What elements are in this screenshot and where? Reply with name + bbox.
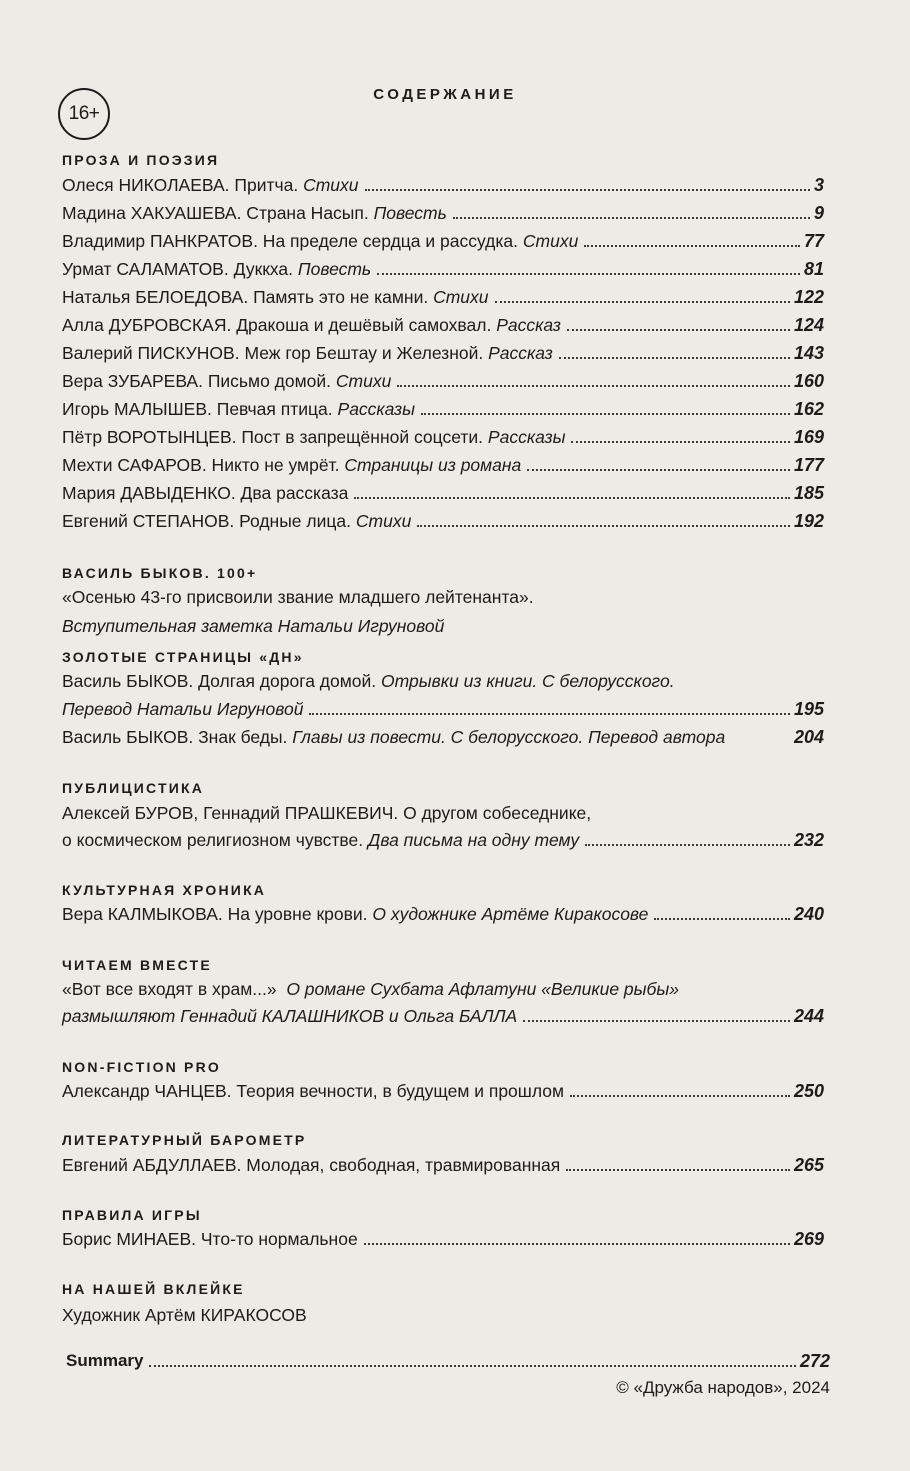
toc-entry: Борис МИНАЕВ. Что-то нормальное 269: [62, 1229, 824, 1249]
toc-entry: Валерий ПИСКУНОВ. Меж гор Бештау и Железной. Рассказ 143: [62, 343, 824, 363]
toc-entry: Мехти САФАРОВ. Никто не умрёт. Страницы из романа 177: [62, 455, 824, 475]
section-heading-nonfiction: NON-FICTION PRO: [62, 1059, 221, 1075]
leader-dots: [567, 329, 790, 331]
toc-entry: Мария ДАВЫДЕНКО. Два рассказа 185: [62, 483, 824, 503]
toc-entry: Пётр ВОРОТЫНЦЕВ. Пост в запрещённой соцсети. Рассказы 169: [62, 427, 824, 447]
toc-entry: Олеся НИКОЛАЕВА. Притча. Стихи 3: [62, 175, 824, 195]
leader-dots: [365, 189, 810, 191]
toc-entry: Урмат САЛАМАТОВ. Дуккха. Повесть 81: [62, 259, 824, 279]
leader-dots: [559, 357, 790, 359]
leader-dots: [566, 1169, 790, 1171]
leader-dots: [495, 301, 790, 303]
toc-entry: Василь БЫКОВ. Знак беды. Главы из повести. С белорусского. Перевод автора 204: [62, 727, 824, 747]
toc-line: Алексей БУРОВ, Геннадий ПРАШКЕВИЧ. О другом собеседнике,: [62, 803, 592, 823]
toc-entry: о космическом религиозном чувстве. Два письма на одну тему 232: [62, 830, 824, 850]
leader-dots: [149, 1365, 795, 1367]
section-heading-barometer: ЛИТЕРАТУРНЫЙ БАРОМЕТР: [62, 1132, 307, 1148]
section-heading-insert: НА НАШЕЙ ВКЛЕЙКЕ: [62, 1281, 245, 1297]
section-heading-prose: ПРОЗА И ПОЭЗИЯ: [62, 152, 220, 168]
toc-entry: размышляют Геннадий КАЛАШНИКОВ и Ольга БАЛЛА 244: [62, 1006, 824, 1026]
toc-line: Василь БЫКОВ. Долгая дорога домой. Отрывки из книги. С белорусского.: [62, 671, 675, 691]
toc-entry: Евгений АБДУЛЛАЕВ. Молодая, свободная, травмированная 265: [62, 1155, 824, 1175]
section-heading-rules: ПРАВИЛА ИГРЫ: [62, 1207, 202, 1223]
copyright-notice: © «Дружба народов», 2024: [616, 1378, 830, 1397]
toc-entry: Перевод Натальи Игруновой 195: [62, 699, 824, 719]
section-heading-bykov: ВАСИЛЬ БЫКОВ. 100+: [62, 565, 258, 581]
age-rating-badge: 16+: [58, 88, 110, 140]
toc-entry: Евгений СТЕПАНОВ. Родные лица. Стихи 192: [62, 511, 824, 531]
leader-dots: [309, 713, 789, 715]
leader-dots: [654, 918, 790, 920]
toc-line: Художник Артём КИРАКОСОВ: [62, 1305, 307, 1325]
leader-dots: [364, 1243, 790, 1245]
section-heading-culture: КУЛЬТУРНАЯ ХРОНИКА: [62, 882, 267, 898]
leader-dots: [584, 245, 800, 247]
leader-dots: [527, 469, 790, 471]
toc-line: «Вот все входят в храм...» О романе Сухбата Афлатуни «Великие рыбы»: [62, 979, 679, 999]
leader-dots: [523, 1020, 790, 1022]
toc-line: «Осенью 43-го присвоили звание младшего лейтенанта».: [62, 587, 534, 607]
toc-entry: Алла ДУБРОВСКАЯ. Дракоша и дешёвый самохвал. Рассказ 124: [62, 315, 824, 335]
section-heading-reading: ЧИТАЕМ ВМЕСТЕ: [62, 957, 212, 973]
toc-entry: Наталья БЕЛОЕДОВА. Память это не камни. Стихи 122: [62, 287, 824, 307]
leader-dots: [354, 497, 790, 499]
toc-entry: Вера ЗУБАРЕВА. Письмо домой. Стихи 160: [62, 371, 824, 391]
leader-dots: [571, 441, 790, 443]
leader-dots: [453, 217, 810, 219]
toc-entry: Вера КАЛМЫКОВА. На уровне крови. О художнике Артёме Киракосове 240: [62, 904, 824, 924]
leader-dots: [421, 413, 790, 415]
leader-dots: [397, 385, 790, 387]
leader-dots: [585, 844, 790, 846]
toc-line: Вступительная заметка Натальи Игруновой: [62, 616, 445, 636]
toc-entry: Игорь МАЛЫШЕВ. Певчая птица. Рассказы 162: [62, 399, 824, 419]
leader-dots: [377, 273, 800, 275]
leader-dots: [570, 1095, 790, 1097]
toc-entry: Александр ЧАНЦЕВ. Теория вечности, в будущем и прошлом 250: [62, 1081, 824, 1101]
section-heading-publicism: ПУБЛИЦИСТИКА: [62, 780, 205, 796]
section-heading-golden-pages: ЗОЛОТЫЕ СТРАНИЦЫ «ДН»: [62, 649, 304, 665]
page-title: СОДЕРЖАНИЕ: [373, 86, 517, 103]
toc-entry-summary: Summary 272: [66, 1351, 830, 1371]
leader-dots: [417, 525, 790, 527]
toc-entry: Мадина ХАКУАШЕВА. Страна Насып. Повесть 9: [62, 203, 824, 223]
toc-entry: Владимир ПАНКРАТОВ. На пределе сердца и рассудка. Стихи 77: [62, 231, 824, 251]
